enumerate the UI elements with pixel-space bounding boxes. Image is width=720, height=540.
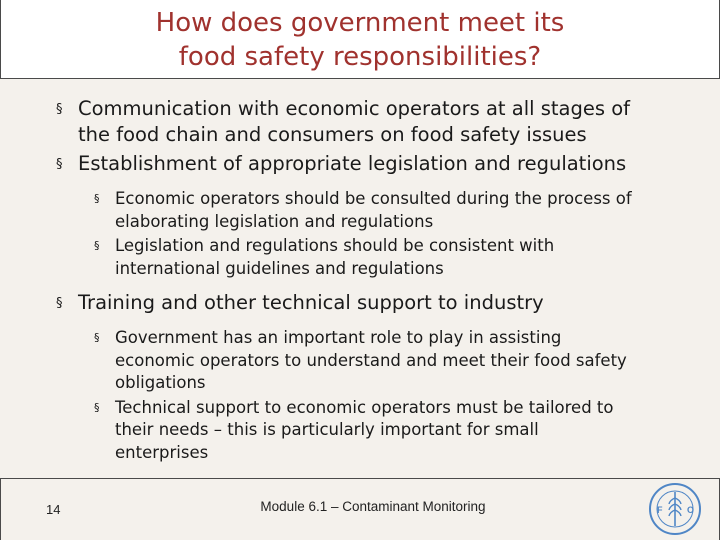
title-line-1: How does government meet its	[155, 8, 565, 38]
subbullet-text-line: economic operators to understand and meet their food safety	[115, 350, 627, 370]
svg-text:F: F	[657, 505, 663, 515]
subbullet-consulted	[52, 188, 692, 233]
subbullet-text-line: obligations	[115, 373, 206, 392]
bullet-marker: §	[56, 296, 63, 311]
page-number: 14	[46, 502, 61, 517]
subbullet-text-line: international guidelines and regulations	[115, 258, 444, 278]
subbullet-text-line: Economic operators should be consulted during the process of	[115, 189, 632, 208]
bullet-text-line: the food chain and consumers on food safety issues	[78, 123, 587, 146]
subbullet-text-line: their needs – this is particularly important for small	[115, 420, 539, 439]
bullet-communication	[52, 96, 692, 148]
bullet-text-line: Communication with economic operators at all stages of	[78, 97, 631, 120]
subbullet-marker: §	[94, 239, 100, 252]
subbullet-marker: §	[94, 192, 100, 205]
subbullet-technical-support	[52, 397, 692, 465]
fao-logo-icon	[648, 482, 702, 536]
subbullet-text-line: Legislation and regulations should be consistent with	[115, 236, 555, 255]
bullet-marker: §	[56, 157, 63, 172]
subbullet-text-line: Government has an important role to play in assisting	[115, 328, 562, 347]
subbullet-marker: §	[94, 331, 100, 344]
subbullet-text-line: elaborating legislation and regulations	[115, 211, 434, 231]
bullet-text-line: Training and other technical support to industry	[78, 291, 544, 314]
bullet-training	[52, 290, 692, 316]
bullet-text-line: Establishment of appropriate legislation and regulations	[78, 152, 627, 175]
subbullet-text-line: enterprises	[115, 442, 209, 462]
slide-footer	[0, 478, 720, 540]
bullet-marker: §	[56, 102, 63, 117]
svg-text:O: O	[687, 505, 695, 515]
subbullet-marker: §	[94, 400, 100, 414]
bullet-list	[52, 96, 692, 466]
module-label: Module 6.1 – Contaminant Monitoring	[260, 499, 486, 514]
subbullet-text-line: Technical support to economic operators must be tailored to	[115, 397, 614, 417]
slide-title	[0, 6, 720, 74]
subbullet-consistent	[52, 235, 692, 280]
subbullet-government-role	[52, 327, 692, 395]
bullet-legislation	[52, 151, 692, 177]
title-line-2: food safety responsibilities?	[178, 42, 542, 72]
